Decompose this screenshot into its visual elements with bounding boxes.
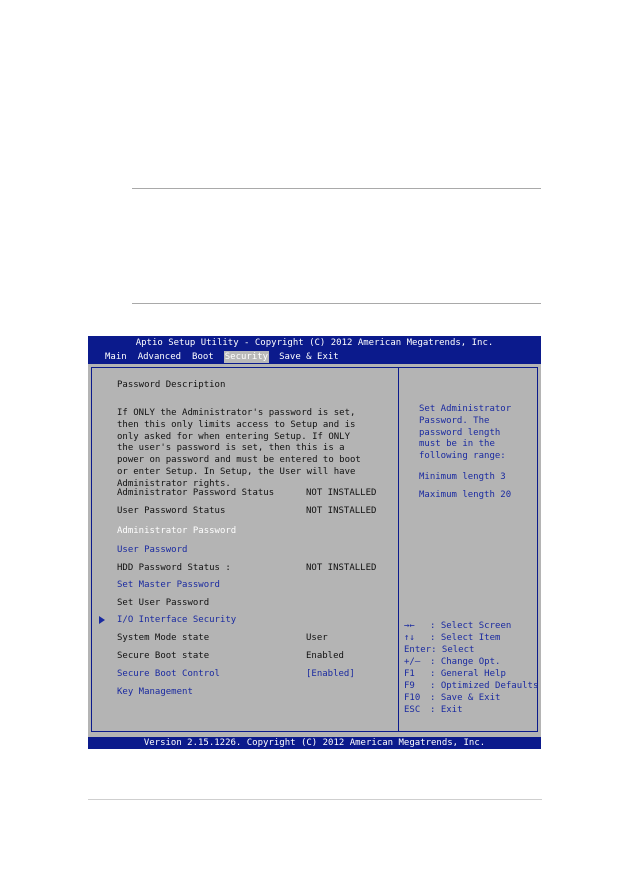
middle-divider-line	[132, 303, 541, 304]
key-legend-row	[404, 620, 538, 632]
key-legend-row	[404, 704, 538, 716]
system-mode-value: User	[306, 633, 328, 643]
key-legend-key: F1	[404, 669, 415, 679]
user-password-item[interactable]: User Password	[117, 545, 188, 555]
hdd-password-status-label: HDD Password Status :	[117, 563, 231, 573]
bottom-divider-line	[88, 799, 542, 800]
key-legend-action: : Optimized Defaults	[430, 681, 539, 691]
key-legend-action: : Select Screen	[430, 621, 512, 631]
system-mode-label: System Mode state	[117, 633, 210, 643]
hdd-password-status-value: NOT INSTALLED	[306, 563, 377, 573]
help-max-length: Maximum length 20	[419, 490, 512, 500]
admin-password-status-label: Administrator Password Status	[117, 488, 275, 498]
key-legend-row	[404, 692, 538, 704]
key-legend-key: F9	[404, 681, 415, 691]
key-legend-row	[404, 680, 538, 692]
set-user-password-label: Set User Password	[117, 598, 210, 608]
help-divider	[398, 368, 399, 731]
section-heading: Password Description	[117, 380, 226, 390]
user-password-status-value: NOT INSTALLED	[306, 506, 377, 516]
key-legend-row	[404, 632, 538, 644]
key-legend-action: : Select	[431, 645, 475, 655]
security-panel	[88, 364, 541, 737]
key-legend-action: : Select Item	[430, 633, 501, 643]
key-legend-row	[404, 656, 538, 668]
key-legend-key: Enter	[404, 645, 432, 655]
secure-boot-control-item[interactable]: Secure Boot Control	[117, 669, 220, 679]
key-legend-action: : General Help	[430, 669, 506, 679]
bios-setup-screen	[88, 336, 541, 749]
menu-bar	[104, 351, 349, 363]
submenu-arrow-icon	[99, 616, 105, 624]
bios-footer: Version 2.15.1226. Copyright (C) 2012 American Megatrends, Inc.	[143, 738, 486, 748]
help-min-length: Minimum length 3	[419, 472, 506, 482]
key-legend	[404, 620, 538, 716]
admin-password-status-value: NOT INSTALLED	[306, 488, 377, 498]
key-legend-key: F10	[404, 693, 421, 703]
tab-save-exit[interactable]: Save & Exit	[279, 352, 339, 362]
tab-main[interactable]: Main	[105, 352, 127, 362]
key-legend-row	[404, 644, 538, 656]
key-legend-key: →←	[404, 621, 415, 631]
bios-title: Aptio Setup Utility - Copyright (C) 2012 American Megatrends, Inc.	[135, 338, 494, 348]
content-frame	[91, 367, 538, 732]
key-management-item[interactable]: Key Management	[117, 687, 193, 697]
key-legend-action: : Exit	[430, 705, 463, 715]
user-password-status-label: User Password Status	[117, 506, 226, 516]
administrator-password-item[interactable]: Administrator Password	[117, 526, 237, 536]
key-legend-key: ESC	[404, 705, 421, 715]
tab-advanced[interactable]: Advanced	[137, 352, 182, 362]
tab-boot[interactable]: Boot	[192, 352, 214, 362]
key-legend-action: : Change Opt.	[430, 657, 501, 667]
key-legend-action: : Save & Exit	[430, 693, 501, 703]
secure-boot-state-value: Enabled	[306, 651, 344, 661]
password-description: If ONLY the Administrator's password is set, then this only limits access to Setup and is only asked for when entering Setup. If ONLY the user's password is set, then this is a power on password and must be entered to boot or enter Setup. In Setup, the User will have Administrator rights.	[117, 408, 361, 489]
io-interface-security-item[interactable]: I/O Interface Security	[117, 615, 237, 625]
secure-boot-state-label: Secure Boot state	[117, 651, 210, 661]
key-legend-key: +/—	[404, 657, 421, 667]
help-text: Set Administrator Password. The password length must be in the following range:	[419, 404, 512, 462]
key-legend-row	[404, 668, 538, 680]
top-divider-line	[132, 188, 541, 189]
secure-boot-control-value[interactable]: [Enabled]	[306, 669, 355, 679]
tab-security[interactable]: Security	[224, 352, 269, 362]
key-legend-key: ↑↓	[404, 633, 415, 643]
set-master-password-item[interactable]: Set Master Password	[117, 580, 220, 590]
